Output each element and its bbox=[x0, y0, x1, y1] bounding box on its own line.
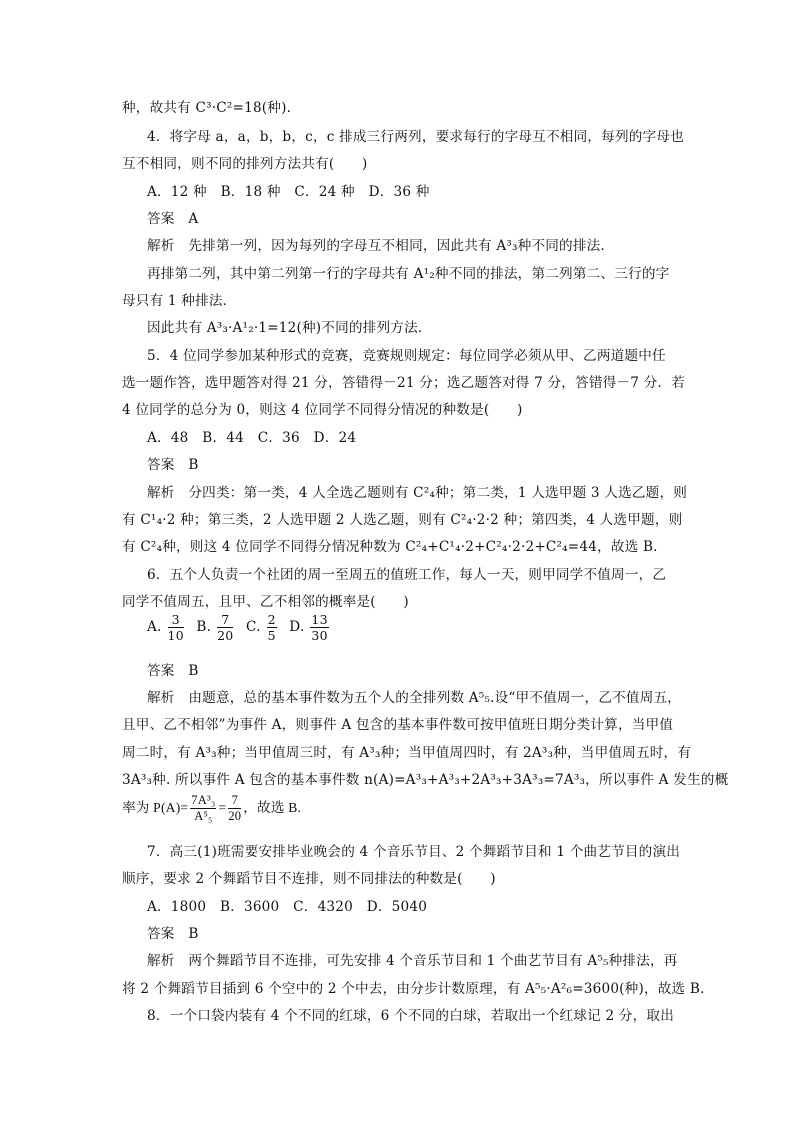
question-6-choices bbox=[147, 613, 337, 642]
question-7-stem: 7．高三(1)班需要安排毕业晚会的 4 个音乐节目、2 个舞蹈节目和 1 个曲艺节目的演出 bbox=[147, 844, 681, 860]
question-4-analysis: 因此共有 A³₃·A¹₂·1=12(种)不同的排列方法． bbox=[147, 320, 432, 336]
question-6-stem: 同学不值周五，且甲、乙不相邻的概率是( ) bbox=[122, 594, 409, 610]
probability-fraction-1 bbox=[190, 794, 216, 823]
question-6-probability bbox=[122, 794, 301, 823]
question-5-stem: 选一题作答，选甲题答对得 21 分，答错得－21 分；选乙题答对得 7 分，答错得－7 分．若 bbox=[122, 375, 685, 391]
probability-suffix: ，故选 B. bbox=[243, 799, 302, 815]
question-7-choices: A．1800 B．3600 C．4320 D．5040 bbox=[147, 899, 428, 915]
question-4-answer: 答案 A bbox=[147, 211, 199, 227]
equals-sign: = bbox=[218, 799, 227, 815]
question-5-analysis: 解析 分四类：第一类，4 人全选乙题则有 C²₄种；第二类，1 人选甲题 3 人选乙题，则 bbox=[147, 485, 688, 501]
question-5-analysis: 有 C¹₄·2 种；第三类，2 人选甲题 2 人选乙题，则有 C²₄·2·2 种；第四类，4 人选甲题，则 bbox=[122, 512, 683, 528]
question-4-stem-cont: 互不相同，则不同的排列方法共有( ) bbox=[122, 156, 368, 172]
fraction-numerator: 3 bbox=[168, 613, 184, 628]
question-4-analysis: 解析 先排第一列，因为每列的字母互不相同，因此共有 A³₃种不同的排法． bbox=[147, 238, 615, 254]
question-6-analysis: 3A³₃种. 所以事件 A 包含的基本事件数 n(A)=A³₃+A³₃+2A³₃+3A³₃=7A³₃，所以事件 A 发生的概 bbox=[122, 772, 729, 788]
choice-b-label: B. bbox=[196, 619, 212, 636]
choice-c-label: C. bbox=[245, 619, 261, 636]
fraction-denominator: 20 bbox=[217, 628, 234, 644]
fraction-numerator: 7A³₃ bbox=[190, 794, 216, 809]
question-5-stem: 4 位同学的总分为 0，则这 4 位同学不同得分情况的种数是( ) bbox=[122, 402, 523, 418]
fraction-denominator: 30 bbox=[311, 628, 328, 644]
fraction-denominator: 5 bbox=[267, 628, 276, 644]
choice-b-fraction bbox=[217, 613, 237, 642]
fraction-numerator: 2 bbox=[267, 612, 276, 627]
fraction-numerator: 13 bbox=[311, 612, 328, 627]
question-7-stem: 顺序，要求 2 个舞蹈节目不连排，则不同排法的种数是( ) bbox=[122, 871, 496, 887]
question-6-analysis: 解析 由题意，总的基本事件数为五个人的全排列数 A⁵₅.设“甲不值周一，乙不值周五， bbox=[147, 690, 682, 706]
question-5-analysis: 有 C²₄种，则这 4 位同学不同得分情况种数为 C²₄+C¹₄·2+C²₄·2·2+C²₄=44，故选 B. bbox=[122, 539, 658, 555]
question-4-choices: A．12 种 B．18 种 C．24 种 D．36 种 bbox=[147, 184, 430, 200]
text-line: 种，故共有 C³·C²=18(种). bbox=[122, 100, 292, 116]
question-6-answer: 答案 B bbox=[147, 663, 199, 679]
fraction-numerator: 7 bbox=[217, 613, 233, 628]
question-5-answer: 答案 B bbox=[147, 457, 199, 473]
question-4-analysis: 再排第二列，其中第二列第一行的字母共有 A¹₂种不同的排法，第二列第二、三行的字 bbox=[147, 266, 670, 282]
question-4-analysis: 母只有 1 种排法． bbox=[122, 293, 237, 309]
probability-prefix: 率为 P(A)= bbox=[122, 799, 189, 815]
fraction-denominator: A⁵₅ bbox=[194, 809, 213, 824]
choice-a-label: A. bbox=[147, 619, 162, 636]
question-7-analysis: 解析 两个舞蹈节目不连排，可先安排 4 个音乐节目和 1 个曲艺节目有 A⁵₅种排法，再 bbox=[147, 953, 678, 969]
choice-c-fraction bbox=[267, 613, 281, 642]
choice-d-label: D. bbox=[289, 619, 305, 636]
question-7-analysis: 将 2 个舞蹈节目插到 6 个空中的 2 个中去，由分步计数原理，有 A⁵₅·A²₆=3600(种)，故选 B. bbox=[122, 981, 705, 997]
fraction-denominator: 10 bbox=[167, 628, 184, 644]
question-6-analysis: 且甲、乙不相邻”为事件 A，则事件 A 包含的基本事件数可按甲值班日期分类计算，当甲值 bbox=[122, 717, 674, 733]
question-7-answer: 答案 B bbox=[147, 926, 199, 942]
question-5-stem: 5．4 位同学参加某种形式的竞赛，竞赛规则规定：每位同学必须从甲、乙两道题中任 bbox=[147, 348, 666, 364]
choice-a-fraction bbox=[168, 613, 188, 642]
probability-fraction-2 bbox=[228, 794, 241, 823]
question-5-choices: A．48 B．44 C．36 D．24 bbox=[147, 430, 357, 446]
question-8-stem: 8．一个口袋内装有 4 个不同的红球，6 个不同的白球，若取出一个红球记 2 分，取出 bbox=[147, 1008, 674, 1024]
fraction-denominator: 20 bbox=[228, 809, 242, 824]
question-6-analysis: 周二时，有 A³₃种；当甲值周三时，有 A³₃种；当甲值周四时，有 2A³₃种，当甲值周五时，有 bbox=[122, 745, 692, 761]
fraction-numerator: 7 bbox=[228, 794, 241, 809]
question-6-stem: 6．五个人负责一个社团的周一至周五的值班工作，每人一天，则甲同学不值周一，乙 bbox=[147, 567, 667, 583]
choice-d-fraction bbox=[310, 613, 332, 642]
question-4-stem: 4．将字母 a，a，b，b，c，c 排成三行两列，要求每行的字母互不相同，每列的字母也 bbox=[147, 129, 684, 145]
